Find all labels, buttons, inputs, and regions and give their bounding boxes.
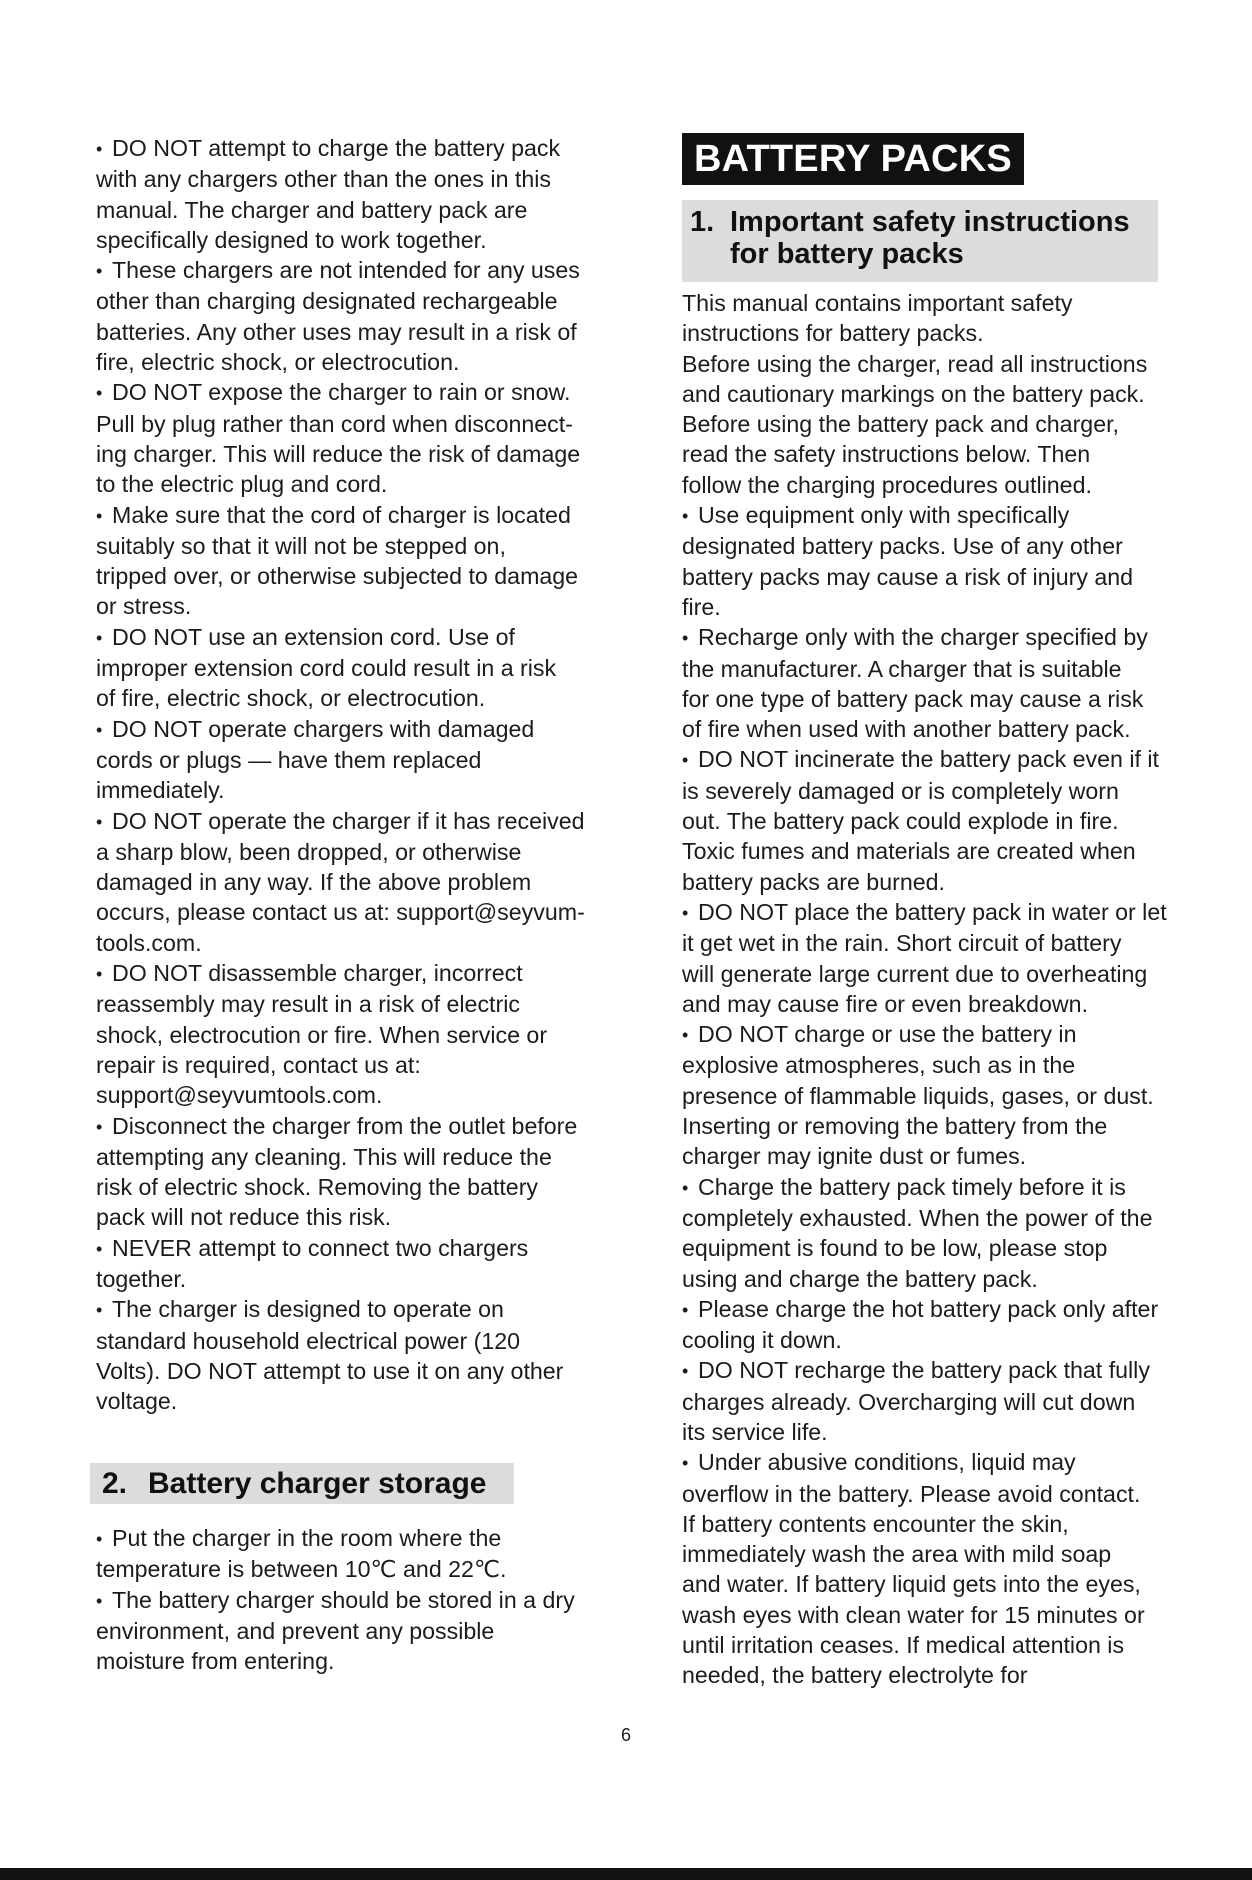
text-line [682, 1081, 1174, 1111]
text-line [682, 349, 1174, 379]
text-line [96, 1111, 602, 1142]
text-line [96, 928, 602, 958]
line-text: a sharp blow, been dropped, or otherwise [96, 838, 522, 865]
line-text: shock, electrocution or fire. When service or [96, 1021, 548, 1048]
line-text: immediately. [96, 777, 225, 804]
line-text: The battery charger should be stored in a dry [112, 1586, 575, 1613]
text-line [682, 592, 1174, 622]
line-text: ing charger. This will reduce the risk of damage [96, 440, 581, 467]
text-line [96, 286, 602, 316]
text-line [96, 347, 602, 377]
line-text: DO NOT use an extension cord. Use of [112, 623, 515, 650]
bullet-icon: • [682, 1177, 689, 1198]
text-line [682, 1111, 1174, 1141]
line-text: tools.com. [96, 929, 202, 956]
text-line [96, 1080, 602, 1110]
text-line [682, 836, 1174, 866]
bullet-item [96, 622, 602, 714]
bullet-icon: • [96, 139, 103, 159]
line-text: explosive atmospheres, such as in the [682, 1052, 1076, 1079]
line-text: DO NOT charge or use the battery in [698, 1021, 1077, 1048]
line-text: battery packs are burned. [682, 868, 945, 895]
bullet-item [682, 1019, 1174, 1171]
text-line [682, 654, 1174, 684]
line-text: moisture from entering. [96, 1648, 335, 1675]
text-line [682, 867, 1174, 897]
bullet-icon: • [682, 1025, 689, 1046]
line-text: using and charge the battery pack. [682, 1265, 1038, 1292]
text-line [96, 561, 602, 591]
text-line [682, 897, 1174, 928]
text-line [96, 1020, 602, 1050]
line-text: Before using the charger, read all instructions [682, 350, 1148, 377]
line-text: and water. If battery liquid gets into the eyes, [682, 1571, 1141, 1598]
text-line [96, 1050, 602, 1080]
text-line [682, 776, 1174, 806]
line-text: Disconnect the charger from the outlet before [112, 1112, 578, 1139]
text-line [96, 714, 602, 745]
text-line [682, 959, 1174, 989]
line-text: Under abusive conditions, liquid may [698, 1449, 1076, 1476]
text-line [96, 1202, 602, 1232]
bullet-item [96, 377, 602, 499]
section-1-title-line2: for battery packs [730, 238, 964, 270]
text-line [682, 1141, 1174, 1171]
text-line [96, 225, 602, 255]
text-line [96, 1523, 602, 1554]
bullet-icon: • [682, 902, 689, 923]
text-line [682, 1387, 1174, 1417]
line-text: DO NOT incinerate the battery pack even if it [698, 746, 1159, 773]
text-line [682, 1355, 1174, 1386]
line-text: other than charging designated rechargeable [96, 288, 558, 315]
text-line [96, 867, 602, 897]
text-line [682, 439, 1174, 469]
line-text: specifically designed to work together. [96, 226, 487, 253]
bullet-item [96, 806, 602, 958]
text-line [96, 1264, 602, 1294]
text-line [682, 806, 1174, 836]
bullet-icon: • [682, 750, 689, 771]
bullet-icon: • [96, 719, 103, 740]
text-line [682, 928, 1174, 958]
bullet-item [96, 255, 602, 377]
line-text: fire, electric shock, or electrocution. [96, 349, 460, 376]
line-text: designated battery packs. Use of any other [682, 533, 1123, 560]
line-text: out. The battery pack could explode in fire. [682, 808, 1119, 835]
line-text: DO NOT recharge the battery pack that fully [698, 1357, 1150, 1384]
text-line [682, 1600, 1174, 1630]
text-line [96, 439, 602, 469]
text-line [96, 317, 602, 347]
text-line [96, 164, 602, 194]
bullet-item [682, 1447, 1174, 1690]
line-text: Volts). DO NOT attempt to use it on any other [96, 1357, 564, 1384]
bullet-icon: • [96, 1116, 103, 1137]
bullet-item [96, 133, 602, 255]
bullet-item [96, 1111, 602, 1233]
line-text: DO NOT expose the charger to rain or snow. [112, 379, 571, 406]
line-text: Toxic fumes and materials are created when [682, 838, 1136, 865]
bullet-item [682, 1294, 1174, 1356]
bullet-item [682, 744, 1174, 896]
line-text: suitably so that it will not be stepped on, [96, 532, 506, 559]
text-line [682, 500, 1174, 531]
text-line [682, 409, 1174, 439]
line-text: DO NOT place the battery pack in water or let [698, 898, 1167, 925]
text-line [96, 775, 602, 805]
bullet-item [96, 1294, 602, 1416]
bullet-icon: • [96, 1300, 103, 1321]
text-line [96, 1554, 602, 1584]
line-text: improper extension cord could result in a risk [96, 655, 557, 682]
text-line [682, 744, 1174, 775]
text-line [682, 1325, 1174, 1355]
line-text: cooling it down. [682, 1327, 842, 1354]
text-line [682, 1050, 1174, 1080]
bullet-icon: • [682, 506, 689, 527]
text-line [682, 714, 1174, 744]
text-line [96, 837, 602, 867]
text-line [682, 379, 1174, 409]
line-text: occurs, please contact us at: support@seyvum- [96, 899, 585, 926]
text-line [682, 288, 1174, 318]
text-line [96, 1585, 602, 1616]
text-line [682, 1294, 1174, 1325]
text-line [96, 653, 602, 683]
text-line [96, 409, 602, 439]
text-line [96, 1386, 602, 1416]
line-text: equipment is found to be low, please stop [682, 1235, 1108, 1262]
line-text: instructions for battery packs. [682, 320, 984, 347]
text-line [96, 195, 602, 225]
text-line [682, 470, 1174, 500]
text-line [96, 133, 602, 164]
line-text: Before using the battery pack and charger, [682, 411, 1119, 438]
line-text: Charge the battery pack timely before it is [698, 1173, 1126, 1200]
line-text: pack will not reduce this risk. [96, 1204, 392, 1231]
line-text: manual. The charger and battery pack are [96, 196, 528, 223]
line-text: voltage. [96, 1388, 178, 1415]
line-text: batteries. Any other uses may result in a risk of [96, 318, 577, 345]
line-text: of fire, electric shock, or electrocution. [96, 685, 486, 712]
section-1-title [730, 206, 1150, 270]
line-text: for one type of battery pack may cause a risk [682, 685, 1144, 712]
text-line [682, 1172, 1174, 1203]
line-text: together. [96, 1265, 187, 1292]
text-line [96, 1356, 602, 1386]
bullet-icon: • [682, 1361, 689, 1382]
bullet-icon: • [96, 505, 103, 526]
text-line [682, 318, 1174, 348]
bullet-item [682, 622, 1174, 744]
line-text: it get wet in the rain. Short circuit of battery [682, 930, 1122, 957]
line-text: Pull by plug rather than cord when disconnect- [96, 410, 573, 437]
line-text: DO NOT operate the charger if it has received [112, 807, 585, 834]
text-line [96, 1646, 602, 1676]
bullet-item [96, 1585, 602, 1677]
text-line [96, 1616, 602, 1646]
text-line [96, 591, 602, 621]
line-text: Recharge only with the charger specified by [698, 624, 1148, 651]
text-line [682, 1417, 1174, 1447]
bullet-icon: • [682, 1453, 689, 1474]
line-text: Inserting or removing the battery from the [682, 1113, 1108, 1140]
text-line [96, 469, 602, 499]
text-line [682, 562, 1174, 592]
text-line [682, 1447, 1174, 1478]
line-text: needed, the battery electrolyte for [682, 1662, 1028, 1689]
bullet-item [96, 1233, 602, 1295]
line-text: of fire when used with another battery pack. [682, 716, 1131, 743]
text-line [96, 377, 602, 408]
text-line [96, 1172, 602, 1202]
line-text: completely exhausted. When the power of the [682, 1204, 1153, 1231]
text-line [96, 958, 602, 989]
line-text: The charger is designed to operate on [112, 1296, 504, 1323]
section-2-body [96, 1523, 602, 1676]
text-line [96, 622, 602, 653]
text-line [96, 1326, 602, 1356]
text-line [682, 1630, 1174, 1660]
text-line [682, 622, 1174, 653]
text-line [96, 531, 602, 561]
section-1-heading [682, 200, 1158, 282]
right-column [682, 288, 1174, 1691]
bullet-icon: • [682, 1299, 689, 1320]
line-text: If battery contents encounter the skin, [682, 1510, 1069, 1537]
line-text: standard household electrical power (120 [96, 1327, 521, 1354]
text-line [96, 806, 602, 837]
line-text: to the electric plug and cord. [96, 471, 388, 498]
line-text: or stress. [96, 593, 192, 620]
line-text: These chargers are not intended for any uses [112, 257, 580, 284]
left-column [96, 133, 602, 1416]
bullet-icon: • [96, 261, 103, 282]
bullet-item [682, 1355, 1174, 1447]
line-text: repair is required, contact us at: [96, 1051, 421, 1078]
text-line [682, 1233, 1174, 1263]
line-text: read the safety instructions below. Then [682, 441, 1091, 468]
line-text: Please charge the hot battery pack only after [698, 1295, 1159, 1322]
line-text: until irritation ceases. If medical attention is [682, 1632, 1125, 1659]
paragraph [682, 288, 1174, 500]
line-text: damaged in any way. If the above problem [96, 869, 532, 896]
line-text: environment, and prevent any possible [96, 1617, 495, 1644]
text-line [682, 1019, 1174, 1050]
line-text: immediately wash the area with mild soap [682, 1541, 1112, 1568]
line-text: reassembly may result in a risk of electric [96, 991, 520, 1018]
text-line [96, 500, 602, 531]
line-text: risk of electric shock. Removing the battery [96, 1174, 539, 1201]
line-text: NEVER attempt to connect two chargers [112, 1234, 529, 1261]
text-line [682, 1660, 1174, 1690]
line-text: the manufacturer. A charger that is suitable [682, 655, 1122, 682]
page-number: 6 [620, 1725, 631, 1745]
line-text: fire. [682, 593, 721, 620]
bullet-icon: • [682, 628, 689, 649]
line-text: with any chargers other than the ones in this [96, 166, 551, 193]
line-text: attempting any cleaning. This will reduce the [96, 1143, 552, 1170]
line-text: wash eyes with clean water for 15 minutes or [682, 1601, 1145, 1628]
section-1-title-line1: Important safety instructions [730, 206, 1130, 238]
line-text: cords or plugs — have them replaced [96, 746, 482, 773]
text-line [682, 1509, 1174, 1539]
bullet-item [96, 500, 602, 622]
text-line [682, 531, 1174, 561]
bullet-item [682, 897, 1174, 1019]
text-line [96, 1142, 602, 1172]
line-text: support@seyvumtools.com. [96, 1082, 383, 1109]
line-text: its service life. [682, 1418, 828, 1445]
line-text: and cautionary markings on the battery pack. [682, 380, 1145, 407]
bullet-icon: • [96, 1590, 103, 1611]
battery-packs-heading: BATTERY PACKS [682, 133, 1024, 185]
section-2-heading [90, 1463, 514, 1504]
text-line [682, 1539, 1174, 1569]
line-text: overflow in the battery. Please avoid contact. [682, 1480, 1141, 1507]
bullet-icon: • [96, 627, 103, 648]
line-text: follow the charging procedures outlined. [682, 471, 1092, 498]
line-text: temperature is between 10℃ and 22℃. [96, 1556, 507, 1583]
bullet-item [96, 958, 602, 1110]
line-text: DO NOT operate chargers with damaged [112, 715, 535, 742]
text-line [682, 1569, 1174, 1599]
text-line [96, 745, 602, 775]
text-line [682, 1203, 1174, 1233]
text-line [682, 684, 1174, 714]
bullet-icon: • [96, 964, 103, 985]
bullet-icon: • [96, 383, 103, 404]
line-text: DO NOT disassemble charger, incorrect [112, 960, 523, 987]
bullet-icon: • [96, 1529, 103, 1549]
section-2-title: Battery charger storage [148, 1467, 487, 1500]
line-text: Put the charger in the room where the [112, 1525, 502, 1551]
bullet-item [682, 1172, 1174, 1294]
bullet-item [96, 1523, 602, 1585]
text-line [96, 683, 602, 713]
line-text: presence of flammable liquids, gases, or dust. [682, 1082, 1154, 1109]
text-line [96, 255, 602, 286]
line-text: charger may ignite dust or fumes. [682, 1143, 1027, 1170]
line-text: Use equipment only with specifically [698, 502, 1070, 529]
section-1-number: 1. [690, 206, 715, 238]
bottom-rule [0, 1868, 1252, 1880]
text-line [682, 989, 1174, 1019]
line-text: This manual contains important safety [682, 290, 1073, 316]
line-text: and may cause fire or even breakdown. [682, 990, 1089, 1017]
bullet-item [682, 500, 1174, 622]
line-text: battery packs may cause a risk of injury and [682, 563, 1134, 590]
line-text: tripped over, or otherwise subjected to damage [96, 563, 579, 590]
line-text: is severely damaged or is completely worn [682, 777, 1119, 804]
text-line [682, 1479, 1174, 1509]
line-text: will generate large current due to overheating [682, 960, 1148, 987]
text-line [96, 897, 602, 927]
text-line [96, 989, 602, 1019]
line-text: Make sure that the cord of charger is located [112, 501, 571, 528]
bullet-icon: • [96, 811, 103, 832]
bullet-icon: • [96, 1238, 103, 1259]
text-line [682, 1264, 1174, 1294]
bullet-item [96, 714, 602, 806]
line-text: DO NOT attempt to charge the battery pack [112, 135, 561, 161]
section-2-number: 2. [102, 1467, 128, 1500]
text-line [96, 1294, 602, 1325]
text-line [96, 1233, 602, 1264]
line-text: charges already. Overcharging will cut down [682, 1388, 1136, 1415]
